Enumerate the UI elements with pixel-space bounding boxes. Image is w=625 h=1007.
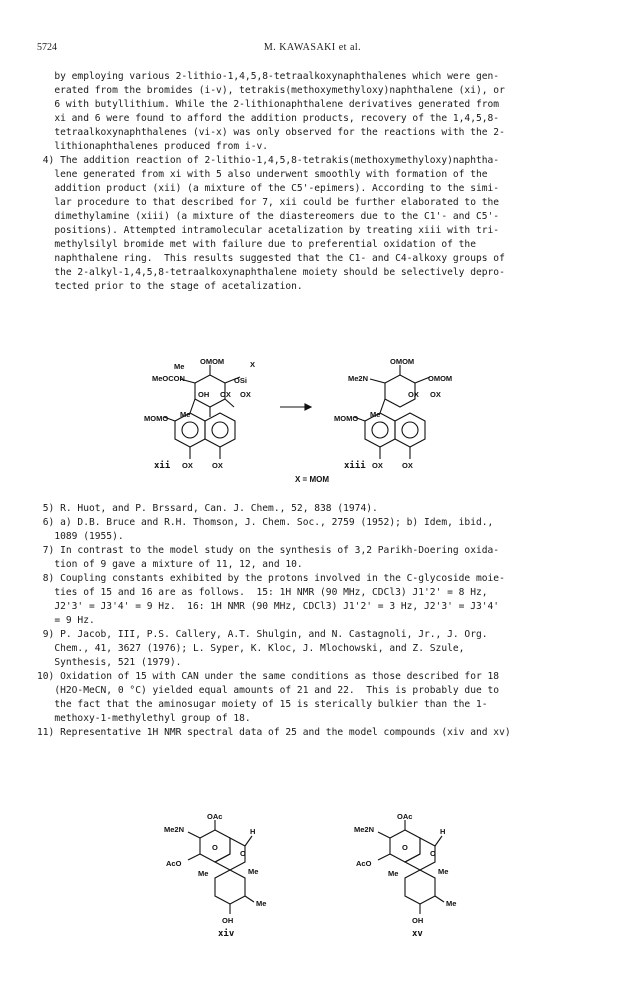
- atom-aco-xv: AcO: [356, 859, 372, 868]
- footnote-x-mom: X = MOM: [295, 475, 330, 484]
- atom-me-aryl-xv: Me: [446, 899, 457, 908]
- body-line: positions). Attempted intramolecular acetalization by treating xiii with tri-: [37, 225, 500, 236]
- atom-me2n: Me2N: [348, 374, 369, 383]
- body-line: the 2-alkyl-1,4,5,8-tetraalkoxynaphthalene moiety should be selectively depro-: [37, 267, 505, 278]
- atom-me2n-xv: Me2N: [354, 825, 375, 834]
- body-line: lithionaphthalenes produced from i-v.: [37, 141, 269, 152]
- atom-me-sugar: Me: [198, 869, 209, 878]
- atom-omom-top2: OMOM: [390, 357, 415, 366]
- atom-ox-e: OX: [408, 390, 419, 399]
- body-line: tected prior to the stage of acetalization.: [37, 281, 303, 292]
- reference-line: 7) In contrast to the model study on the synthesis of 3,2 Parikh-Doering oxida-: [37, 545, 500, 556]
- atom-me-n: Me: [174, 362, 185, 371]
- atom-o1-xv: O: [402, 843, 408, 852]
- atom-ox-g: OX: [372, 461, 383, 470]
- atom-h: H: [250, 827, 256, 836]
- reference-line: methoxy-1-methylethyl group of 18.: [37, 713, 251, 724]
- label-xii: xii: [154, 461, 171, 471]
- atom-o2: O: [240, 849, 246, 858]
- body-line: tetraalkoxynaphthalenes (vi-x) was only observed for the reactions with the 2-: [37, 127, 505, 138]
- body-line: dimethylamine (xiii) (a mixture of the diastereomers due to the C1'- and C5'-: [37, 211, 500, 222]
- atom-oh-xiv: OH: [222, 916, 234, 925]
- atom-meocon: MeOCON: [152, 374, 185, 383]
- label-xiv: xiv: [218, 929, 235, 939]
- body-line: by employing various 2-lithio-1,4,5,8-tetraalkoxynaphthalenes which were gen-: [37, 71, 500, 82]
- body-line: naphthalene ring. This results suggested that the C1- and C4-alkoxy groups of: [37, 253, 505, 264]
- reference-line: the fact that the aminosugar moiety of 15 is sterically bulkier than the 1-: [37, 699, 488, 710]
- reference-line: Chem., 41, 3627 (1976); L. Syper, K. Kloc, J. Mlochowski, and Z. Szule,: [37, 643, 465, 654]
- running-title: M. KAWASAKI et al.: [263, 42, 362, 53]
- reference-line: ties of 15 and 16 are as follows. 15: 1H NMR (90 MHz, CDCl3) J1'2' = 8 Hz,: [37, 587, 488, 598]
- reference-line: tion of 9 gave a mixture of 11, 12, and 10.: [37, 559, 303, 570]
- atom-momo: MOMO: [144, 414, 169, 423]
- atom-ox-d: OX: [212, 461, 223, 470]
- body-line: addition product (xii) (a mixture of the C5'-epimers). According to the simi-: [37, 183, 500, 194]
- bond-ring-aryl: [190, 399, 195, 413]
- body-line: 4) The addition reaction of 2-lithio-1,4,5,8-tetrakis(methoxymethyloxy)naphtha-: [37, 155, 500, 166]
- atom-me-sugar-xv: Me: [388, 869, 399, 878]
- bond-ox: [225, 399, 234, 407]
- reference-line: (H2O-MeCN, 0 °C) yielded equal amounts of 21 and 22. This is probably due to: [37, 685, 500, 696]
- atom-osi: OSi: [234, 376, 247, 385]
- body-line: lene generated from xi with 5 also underwent smoothly with formation of the: [37, 169, 488, 180]
- reference-line: J2'3' = J3'4' = 9 Hz. 16: 1H NMR (90 MHz, CDCl3) J1'2' = 3 Hz, J2'3' = J3'4': [37, 601, 500, 612]
- scheme-xiv-xv-svg: [160, 808, 480, 938]
- scheme-xii-xiii: [144, 355, 480, 485]
- atom-o2-xv: O: [430, 849, 436, 858]
- atom-oac-xv: OAc: [397, 812, 413, 821]
- atom-oh-xv: OH: [412, 916, 424, 925]
- atom-ox-a: OX: [220, 390, 231, 399]
- atom-x: X: [250, 360, 256, 369]
- molecule-xv: [354, 812, 456, 939]
- atom-omom-right: OMOM: [428, 374, 453, 383]
- atom-h-xv: H: [440, 827, 446, 836]
- atom-me-bottom2: Me: [370, 410, 381, 419]
- label-xiii: xiii: [344, 461, 366, 471]
- reference-line: = 9 Hz.: [37, 615, 95, 626]
- body-line: xi and 6 were found to afford the addition products, recovery of the 1,4,5,8-: [37, 113, 500, 124]
- reference-line: 9) P. Jacob, III, P.S. Callery, A.T. Shulgin, and N. Castagnoli, Jr., J. Org.: [37, 629, 488, 640]
- molecule-xiii: [334, 357, 452, 471]
- atom-oac: OAc: [207, 812, 223, 821]
- atom-me-bottom: Me: [180, 410, 191, 419]
- body-line: 6 with butyllithium. While the 2-lithionaphthalene derivatives generated from: [37, 99, 500, 110]
- atom-me-ring-xv: Me: [438, 867, 449, 876]
- molecule-xiv: [164, 812, 266, 939]
- reference-line: 6) a) D.B. Bruce and R.H. Thomson, J. Chem. Soc., 2759 (1952); b) Idem, ibid.,: [37, 517, 494, 528]
- molecule-xii: [144, 357, 255, 471]
- atom-o1: O: [212, 843, 218, 852]
- reference-line: 5) R. Huot, and P. Brssard, Can. J. Chem., 52, 838 (1974).: [37, 503, 378, 514]
- atom-momo2: MOMO: [334, 414, 359, 423]
- atom-ox-c: OX: [182, 461, 193, 470]
- atom-ox-b: OX: [240, 390, 251, 399]
- page-number: 5724: [37, 42, 57, 53]
- atom-oh: OH: [198, 390, 210, 399]
- reference-line: 10) Oxidation of 15 with CAN under the same conditions as those described for 18: [37, 671, 500, 682]
- body-line: methylsilyl bromide met with failure due to preferential oxidation of the: [37, 239, 476, 250]
- atom-me-ring: Me: [248, 867, 259, 876]
- reference-line: 1089 (1955).: [37, 531, 124, 542]
- aryl-ring-xiv: [215, 870, 245, 904]
- atom-omom-top: OMOM: [200, 357, 225, 366]
- naph-ring2-left: [205, 413, 235, 447]
- atom-me2n-xiv: Me2N: [164, 825, 185, 834]
- atom-me-aryl: Me: [256, 899, 267, 908]
- reference-line: 11) Representative 1H NMR spectral data of 25 and the model compounds (xiv and xv): [37, 727, 511, 738]
- body-line: lar procedure to that described for 7, xii could be further elaborated to the: [37, 197, 500, 208]
- reference-line: 8) Coupling constants exhibited by the protons involved in the C-glycoside moie-: [37, 573, 505, 584]
- arrow-head: [305, 404, 311, 410]
- atom-ox-h: OX: [402, 461, 413, 470]
- reference-line: Synthesis, 521 (1979).: [37, 657, 182, 668]
- label-xv: xv: [412, 929, 423, 939]
- scheme-xii-xiii-svg: [144, 355, 480, 485]
- atom-ox-f: OX: [430, 390, 441, 399]
- body-line: erated from the bromides (i-v), tetrakis(methoxymethyloxy)naphthalene (xi), or: [37, 85, 505, 96]
- scheme-xiv-xv: [160, 808, 480, 938]
- atom-aco: AcO: [166, 859, 182, 868]
